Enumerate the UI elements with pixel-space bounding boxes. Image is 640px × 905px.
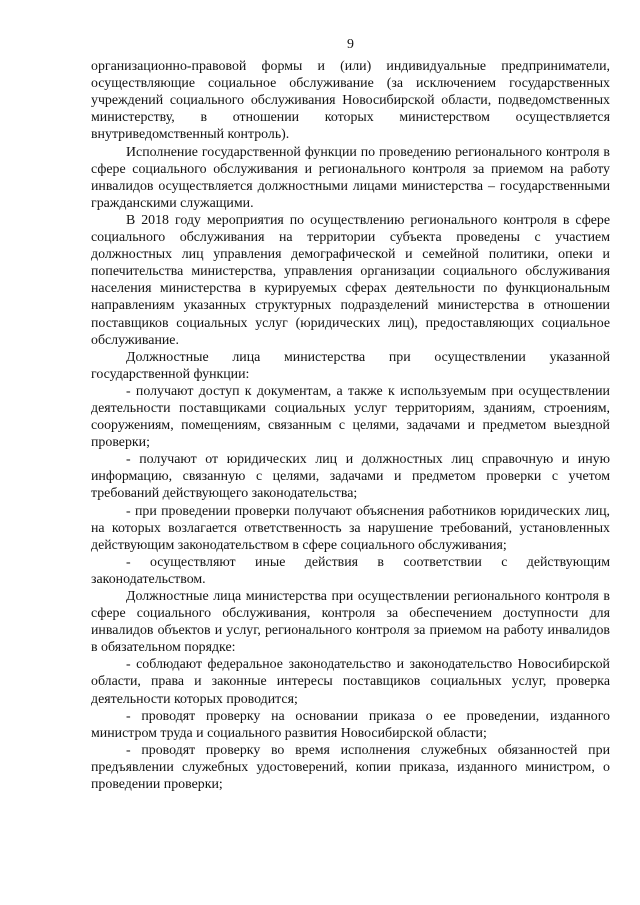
- list-item-1: - получают доступ к документам, а также к используемым при осуществлении деятельности поставщиками социальных услуг территориям, зданиям, строениям, сооружениям, помещениям, связанным с целями, задачами и предметом выездной проверки;: [91, 383, 610, 451]
- list-item-6: - проводят проверку на основании приказа о ее проведении, изданного министром труда и социального развития Новосибирской области;: [91, 708, 610, 741]
- list-item-4: - осуществляют иные действия в соответствии с действующим законодательством.: [91, 554, 610, 587]
- paragraph-1: организационно-правовой формы и (или) индивидуальные предприниматели, осуществляющие социальное обслуживание (за исключением государственных учреждений социального обслуживания Новосибирской области, подведомственных министерству, в отношении которых министерством осуществляется внутриведомственный контроль).: [91, 59, 610, 143]
- paragraph-4: Должностные лица министерства при осуществлении указанной государственной функции:: [91, 349, 610, 382]
- list-item-3: - при проведении проверки получают объяснения работников юридических лиц, на которых возлагается ответственность за нарушение требований, установленных действующим законодательством в сфере социального обслуживания;: [91, 503, 610, 553]
- paragraph-2: Исполнение государственной функции по проведению регионального контроля в сфере социального обслуживания и регионального контроля за приемом на работу инвалидов осуществляется должностными лицами министерства – государственными гражданскими служащими.: [91, 144, 610, 211]
- list-item-5: - соблюдают федеральное законодательство и законодательство Новосибирской области, права и законные интересы поставщиков социальных услуг, проверка деятельности которых проводится;: [91, 657, 610, 707]
- paragraph-3: В 2018 году мероприятия по осуществлению регионального контроля в сфере социального обслуживания на территории субъекта проведены с участием должностных лиц управления демографической и семейной политики, опеки и попечительства министерства, управления организации социального обслуживания населения министерства в курируемых сферах деятельности по функциональным направлениям указанных структурных подразделений министерства в отношении поставщиков социальных услуг (юридических лиц), предоставляющих социальное обслуживание.: [91, 212, 610, 348]
- list-item-7: - проводят проверку во время исполнения служебных обязанностей при предъявлении служебных удостоверений, копии приказа, изданного министром, о проведении проверки;: [91, 742, 610, 793]
- list-item-2: - получают от юридических лиц и должностных лиц справочную и иную информацию, связанную с целями, задачами и предметом проверки с учетом требований действующего законодательства;: [91, 452, 610, 502]
- page-number: 9: [347, 37, 354, 52]
- document-page: [91, 36, 610, 793]
- paragraph-5: Должностные лица министерства при осуществлении регионального контроля в сфере социального обслуживания, контроля за обеспечением доступности для инвалидов объектов и услуг, регионального контроля за приемом на работу инвалидов в обязательном порядке:: [91, 589, 610, 656]
